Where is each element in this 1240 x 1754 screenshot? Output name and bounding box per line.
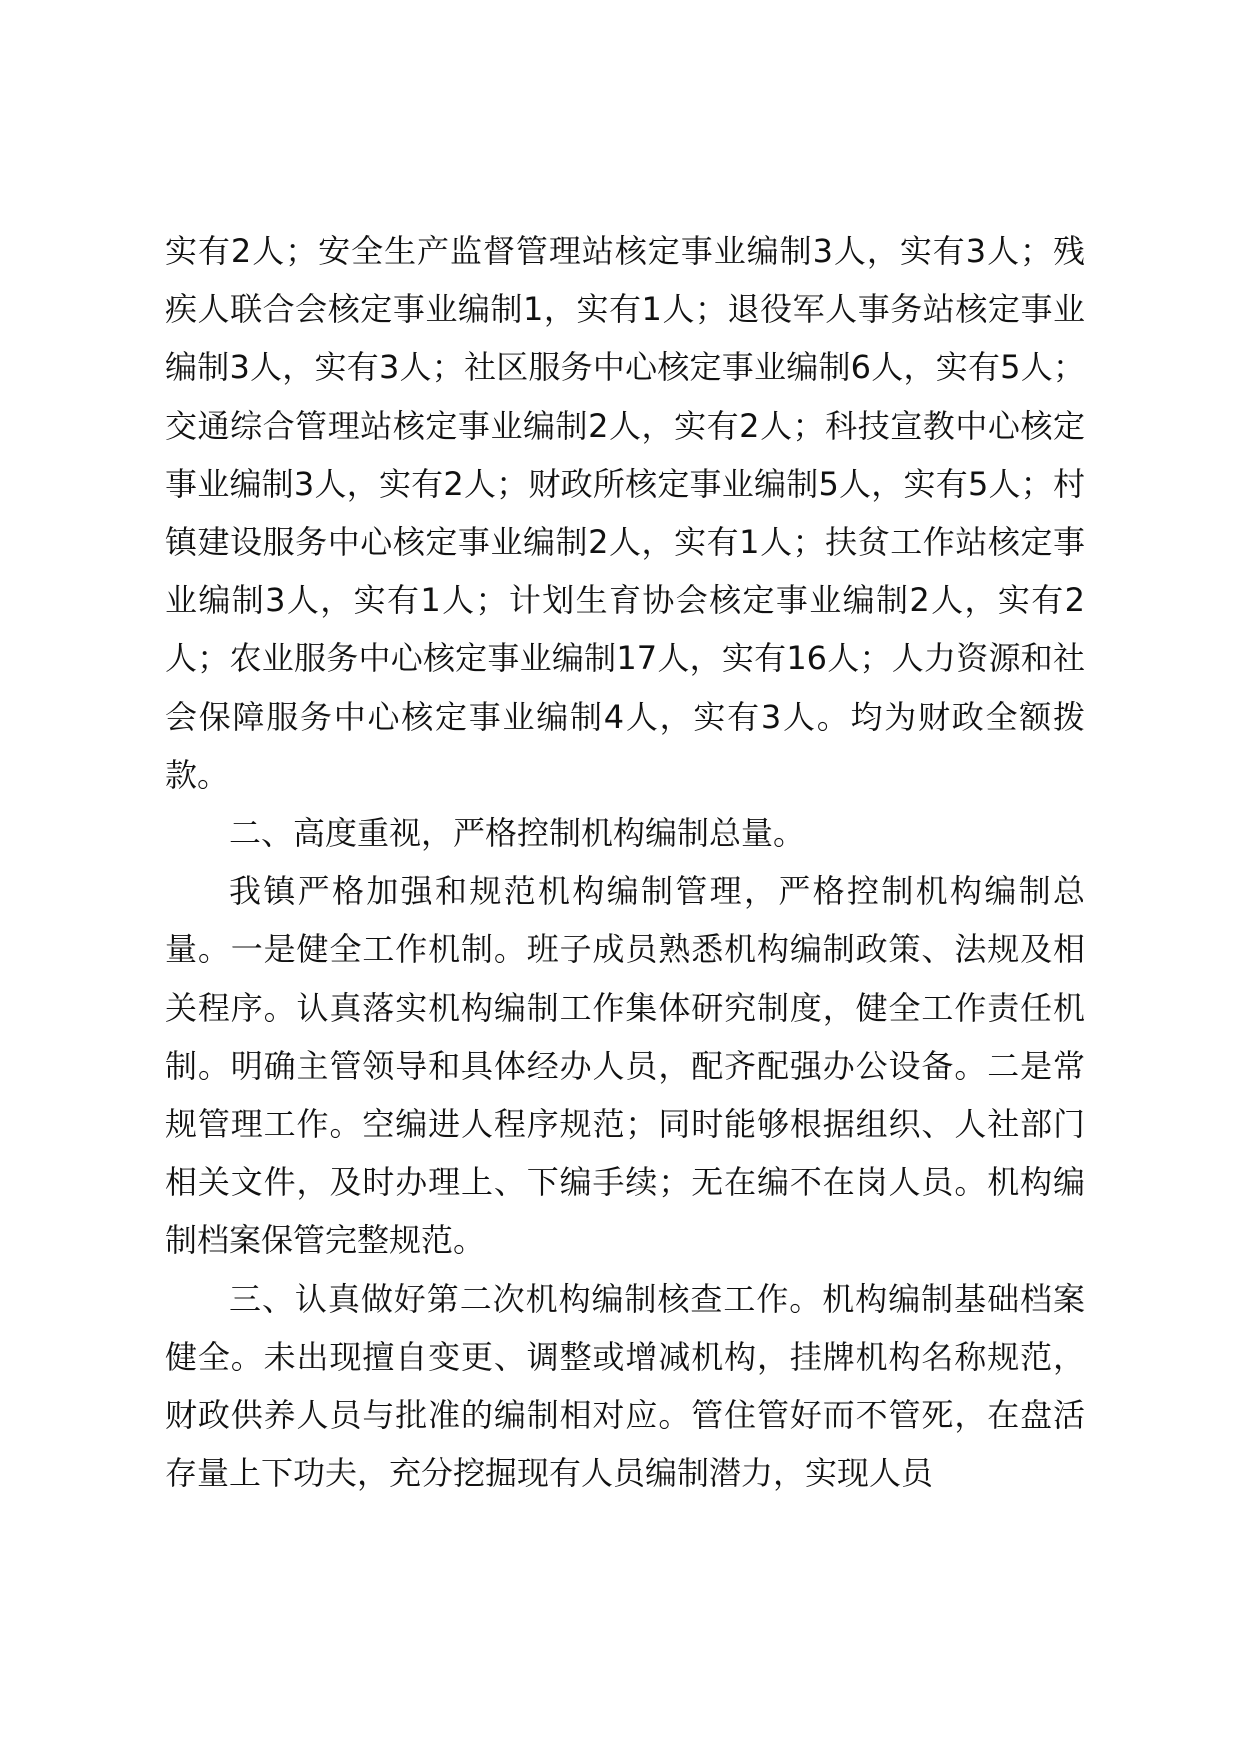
paragraph-management: 我镇严格加强和规范机构编制管理，严格控制机构编制总量。一是健全工作机制。班子成员熟悉机构编制政策、法规及相关程序。认真落实机构编制工作集体研究制度，健全工作责任机制。明确主管领导和具体经办人员，配齐配强办公设备。二是常规管理工作。空编进人程序规范；同时能够根据组织、人社部门相关文件，及时办理上、下编手续；无在编不在岗人员。机构编制档案保管完整规范。: [165, 872, 1085, 1260]
document-body: [165, 222, 1085, 1502]
paragraph-heading-three: 三、认真做好第二次机构编制核查工作。机构编制基础档案健全。未出现擅自变更、调整或增减机构，挂牌机构名称规范，财政供养人员与批准的编制相对应。管住管好而不管死，在盘活存量上下功夫，充分挖掘现有人员编制潜力，实现人员: [165, 1279, 1085, 1493]
paragraph-staffing-list: 实有2人；安全生产监督管理站核定事业编制3人，实有3人；残疾人联合会核定事业编制1，实有1人；退役军人事务站核定事业编制3人，实有3人；社区服务中心核定事业编制6人，实有5人；交通综合管理站核定事业编制2人，实有2人；科技宣教中心核定事业编制3人，实有2人；财政所核定事业编制5人，实有5人；村镇建设服务中心核定事业编制2人，实有1人；扶贫工作站核定事业编制3人，实有1人；计划生育协会核定事业编制2人，实有2人；农业服务中心核定事业编制17人，实有16人；人力资源和社会保障服务中心核定事业编制4人，实有3人。均为财政全额拨款。: [165, 232, 1085, 794]
paragraph-heading-two: 二、高度重视，严格控制机构编制总量。: [229, 814, 806, 853]
